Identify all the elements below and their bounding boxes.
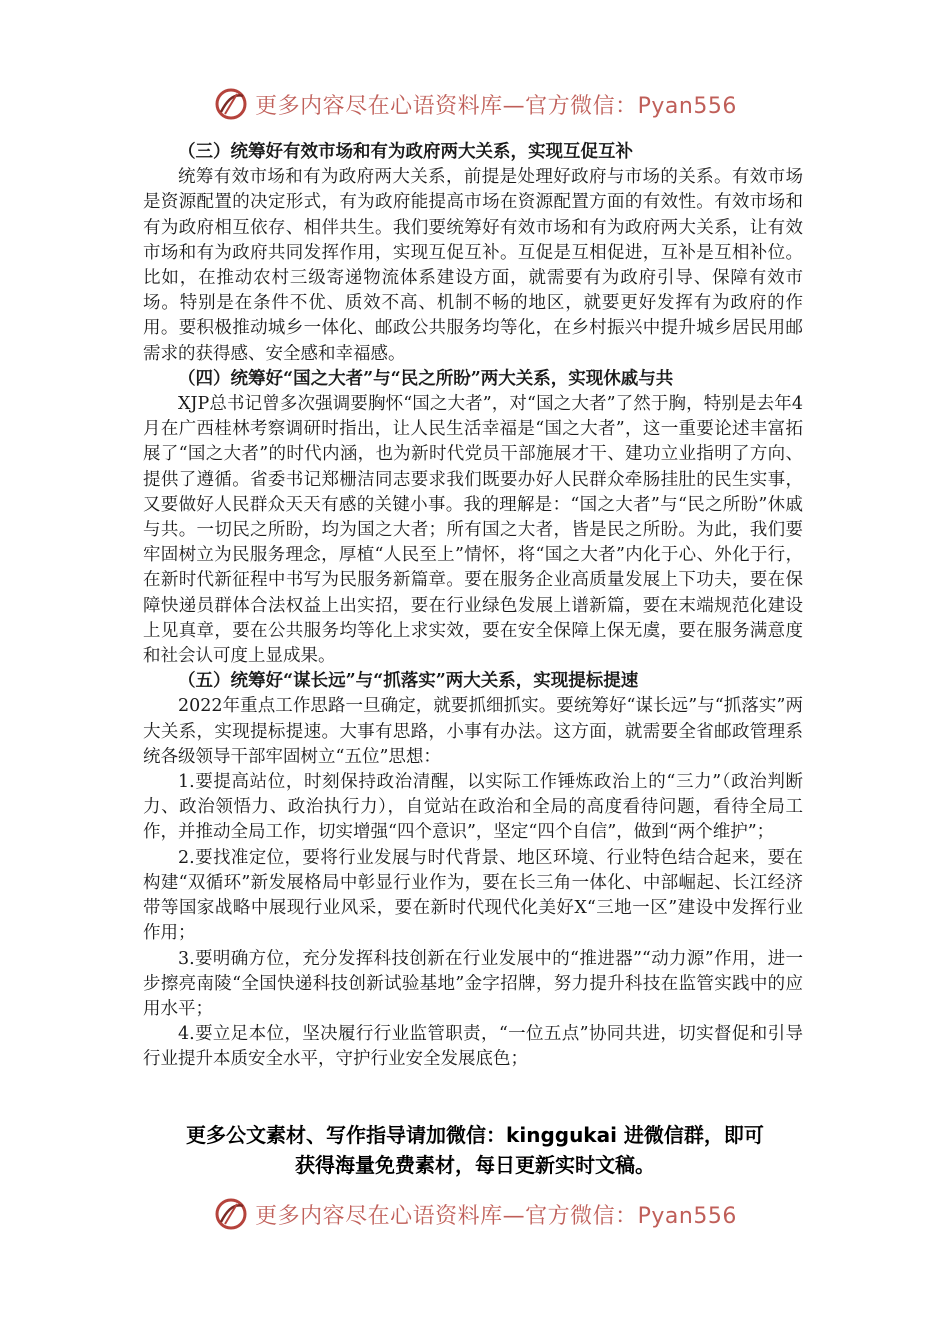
section-heading-5: （五）统筹好“谋长远”与“抓落实”两大关系，实现提标提速 [178, 671, 639, 692]
body-paragraph: 2022年重点工作思路一旦确定，就要抓细抓实。要统筹好“谋长远”与“抓落实”两大关系，实现提标提速。大事有思路，小事有办法。这方面，就需要全省邮政管理系统各级领导干部牢固树立“五位”思想： [143, 696, 803, 767]
list-item: 1.要提高站位，时刻保持政治清醒，以实际工作锤炼政治上的“三力”（政治判断力、政治领悟力、政治执行力），自觉站在政治和全局的高度看待问题，看待全局工作，并推动全局工作，切实增强“四个意识”，坚定“四个自信”，做到“两个维护”； [143, 772, 803, 843]
brand-logo-icon [213, 86, 249, 122]
list-item: 3.要明确方位，充分发挥科技创新在行业发展中的“推进器”“动力源”作用，进一步擦亮南陵“全国快递科技创新试验基地”金字招牌，努力提升科技在监管实践中的应用水平； [143, 948, 803, 1019]
watermark-top [0, 84, 950, 124]
promo-banner [120, 1120, 830, 1180]
section-heading-3: （三）统筹好有效市场和有为政府两大关系，实现互促互补 [178, 142, 633, 162]
list-item: 4.要立足本位，坚决履行行业监管职责，“一位五点”协同共进，切实督促和引导行业提升本质安全水平，守护行业安全发展底色； [143, 1024, 803, 1070]
body-paragraph: XJP总书记曾多次强调要胸怀“国之大者”，对“国之大者”了然于胸，特别是去年4月在广西桂林考察调研时指出，让人民生活幸福是“国之大者”，这一重要论述丰富拓展了“国之大者”的时代内涵，也为新时代党员干部施展才干、建功立业指明了方向、提供了遵循。省委书记郑栅洁同志要求我们既要办好人民群众牵肠挂肚的民生实事，又要做好人民群众天天有感的关键小事。我的理解是：“国之大者”与“民之所盼”休戚与共。一切民之所盼，均为国之大者；所有国之大者，皆是民之所盼。为此，我们要牢固树立为民服务理念，厚植“人民至上”情怀，将“国之大者”内化于心、外化于行，在新时代新征程中书写为民服务新篇章。要在服务企业高质量发展上下功夫，要在保障快递员群体合法权益上出实招，要在行业绿色发展上谱新篇，要在末端规范化建设上见真章，要在公共服务均等化上求实效，要在安全保障上保无虞，要在服务满意度和社会认可度上显成果。 [143, 394, 803, 667]
body-paragraph: 统筹有效市场和有为政府两大关系，前提是处理好政府与市场的关系。有效市场是资源配置的决定形式，有为政府能提高市场在资源配置方面的有效性。有效市场和有为政府相互依存、相伴共生。我们要统筹好有效市场和有为政府两大关系，让有效市场和有为政府共同发挥作用，实现互促互补。互促是互相促进，互补是互相补位。比如，在推动农村三级寄递物流体系建设方面，就需要有为政府引导、保障有效市场。特别是在条件不优、质效不高、机制不畅的地区，就要更好发挥有为政府的作用。要积极推动城乡一体化、邮政公共服务均等化，在乡村振兴中提升城乡居民用邮需求的获得感、安全感和幸福感。 [143, 167, 803, 364]
watermark-text: 更多内容尽在心语资料库—官方微信：Pyan556 [255, 93, 737, 119]
brand-logo-icon [213, 1196, 249, 1232]
promo-line-1: 更多公文素材、写作指导请加微信：kinggukai 进微信群，即可 [186, 1123, 764, 1147]
promo-line-2: 获得海量免费素材，每日更新实时文稿。 [295, 1153, 655, 1177]
watermark-bottom [0, 1194, 950, 1234]
list-item: 2.要找准定位，要将行业发展与时代背景、地区环境、行业特色结合起来，要在构建“双循环”新发展格局中彰显行业作为，要在长三角一体化、中部崛起、长江经济带等国家战略中展现行业风采，要在新时代现代化美好X“三地一区”建设中发挥行业作用； [143, 847, 803, 944]
watermark-text: 更多内容尽在心语资料库—官方微信：Pyan556 [255, 1203, 737, 1229]
section-heading-4: （四）统筹好“国之大者”与“民之所盼”两大关系，实现休戚与共 [178, 368, 674, 389]
document-body [143, 140, 803, 1073]
